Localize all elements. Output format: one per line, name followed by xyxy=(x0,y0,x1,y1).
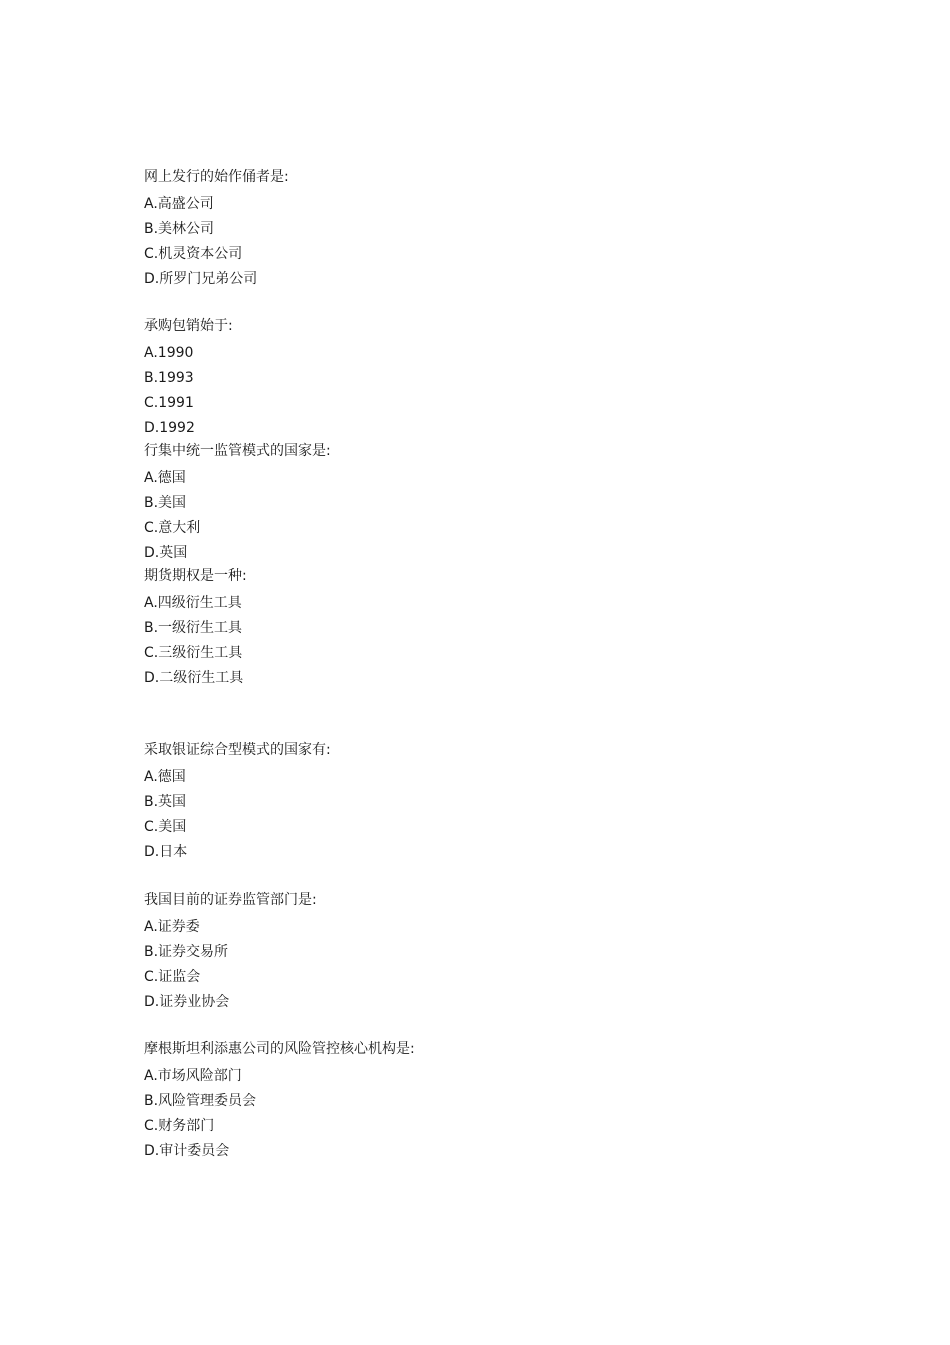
option-a: A.高盛公司 xyxy=(144,196,214,212)
option-c: C.意大利 xyxy=(144,520,201,536)
option-c: C.财务部门 xyxy=(144,1118,215,1134)
option-d: D.日本 xyxy=(144,844,188,860)
option-b: B.证券交易所 xyxy=(144,944,229,960)
option-a: A.1990 xyxy=(144,345,194,361)
option-b: B.一级衍生工具 xyxy=(144,620,243,636)
option-b: B.风险管理委员会 xyxy=(144,1093,257,1109)
question-text: 摩根斯坦利添惠公司的风险管控核心机构是: xyxy=(144,1041,415,1057)
question-text: 网上发行的始作俑者是: xyxy=(144,169,289,185)
question-block xyxy=(144,888,844,1015)
question-block xyxy=(144,165,844,292)
option-a: A.市场风险部门 xyxy=(144,1068,242,1084)
question-block xyxy=(144,1037,844,1164)
option-b: B.美国 xyxy=(144,495,187,511)
option-c: C.证监会 xyxy=(144,969,201,985)
question-block xyxy=(144,439,844,566)
option-d: D.英国 xyxy=(144,545,188,561)
question-block xyxy=(144,564,844,691)
option-d: D.审计委员会 xyxy=(144,1143,230,1159)
question-text: 期货期权是一种: xyxy=(144,568,247,584)
question-block xyxy=(144,314,844,441)
option-a: A.德国 xyxy=(144,769,186,785)
option-c: C.机灵资本公司 xyxy=(144,246,243,262)
option-a: A.四级衍生工具 xyxy=(144,595,242,611)
option-d: D.证券业协会 xyxy=(144,994,230,1010)
option-a: A.德国 xyxy=(144,470,186,486)
option-d: D.所罗门兄弟公司 xyxy=(144,271,258,287)
question-text: 行集中统一监管模式的国家是: xyxy=(144,443,331,459)
question-text: 采取银证综合型模式的国家有: xyxy=(144,742,331,758)
option-c: C.1991 xyxy=(144,395,194,411)
option-c: C.三级衍生工具 xyxy=(144,645,243,661)
option-a: A.证券委 xyxy=(144,919,200,935)
option-d: D.1992 xyxy=(144,420,195,436)
option-b: B.英国 xyxy=(144,794,187,810)
question-text: 承购包销始于: xyxy=(144,318,233,334)
option-d: D.二级衍生工具 xyxy=(144,670,244,686)
question-text: 我国目前的证券监管部门是: xyxy=(144,892,317,908)
option-b: B.美林公司 xyxy=(144,221,215,237)
option-c: C.美国 xyxy=(144,819,187,835)
question-block xyxy=(144,738,844,865)
option-b: B.1993 xyxy=(144,370,194,386)
